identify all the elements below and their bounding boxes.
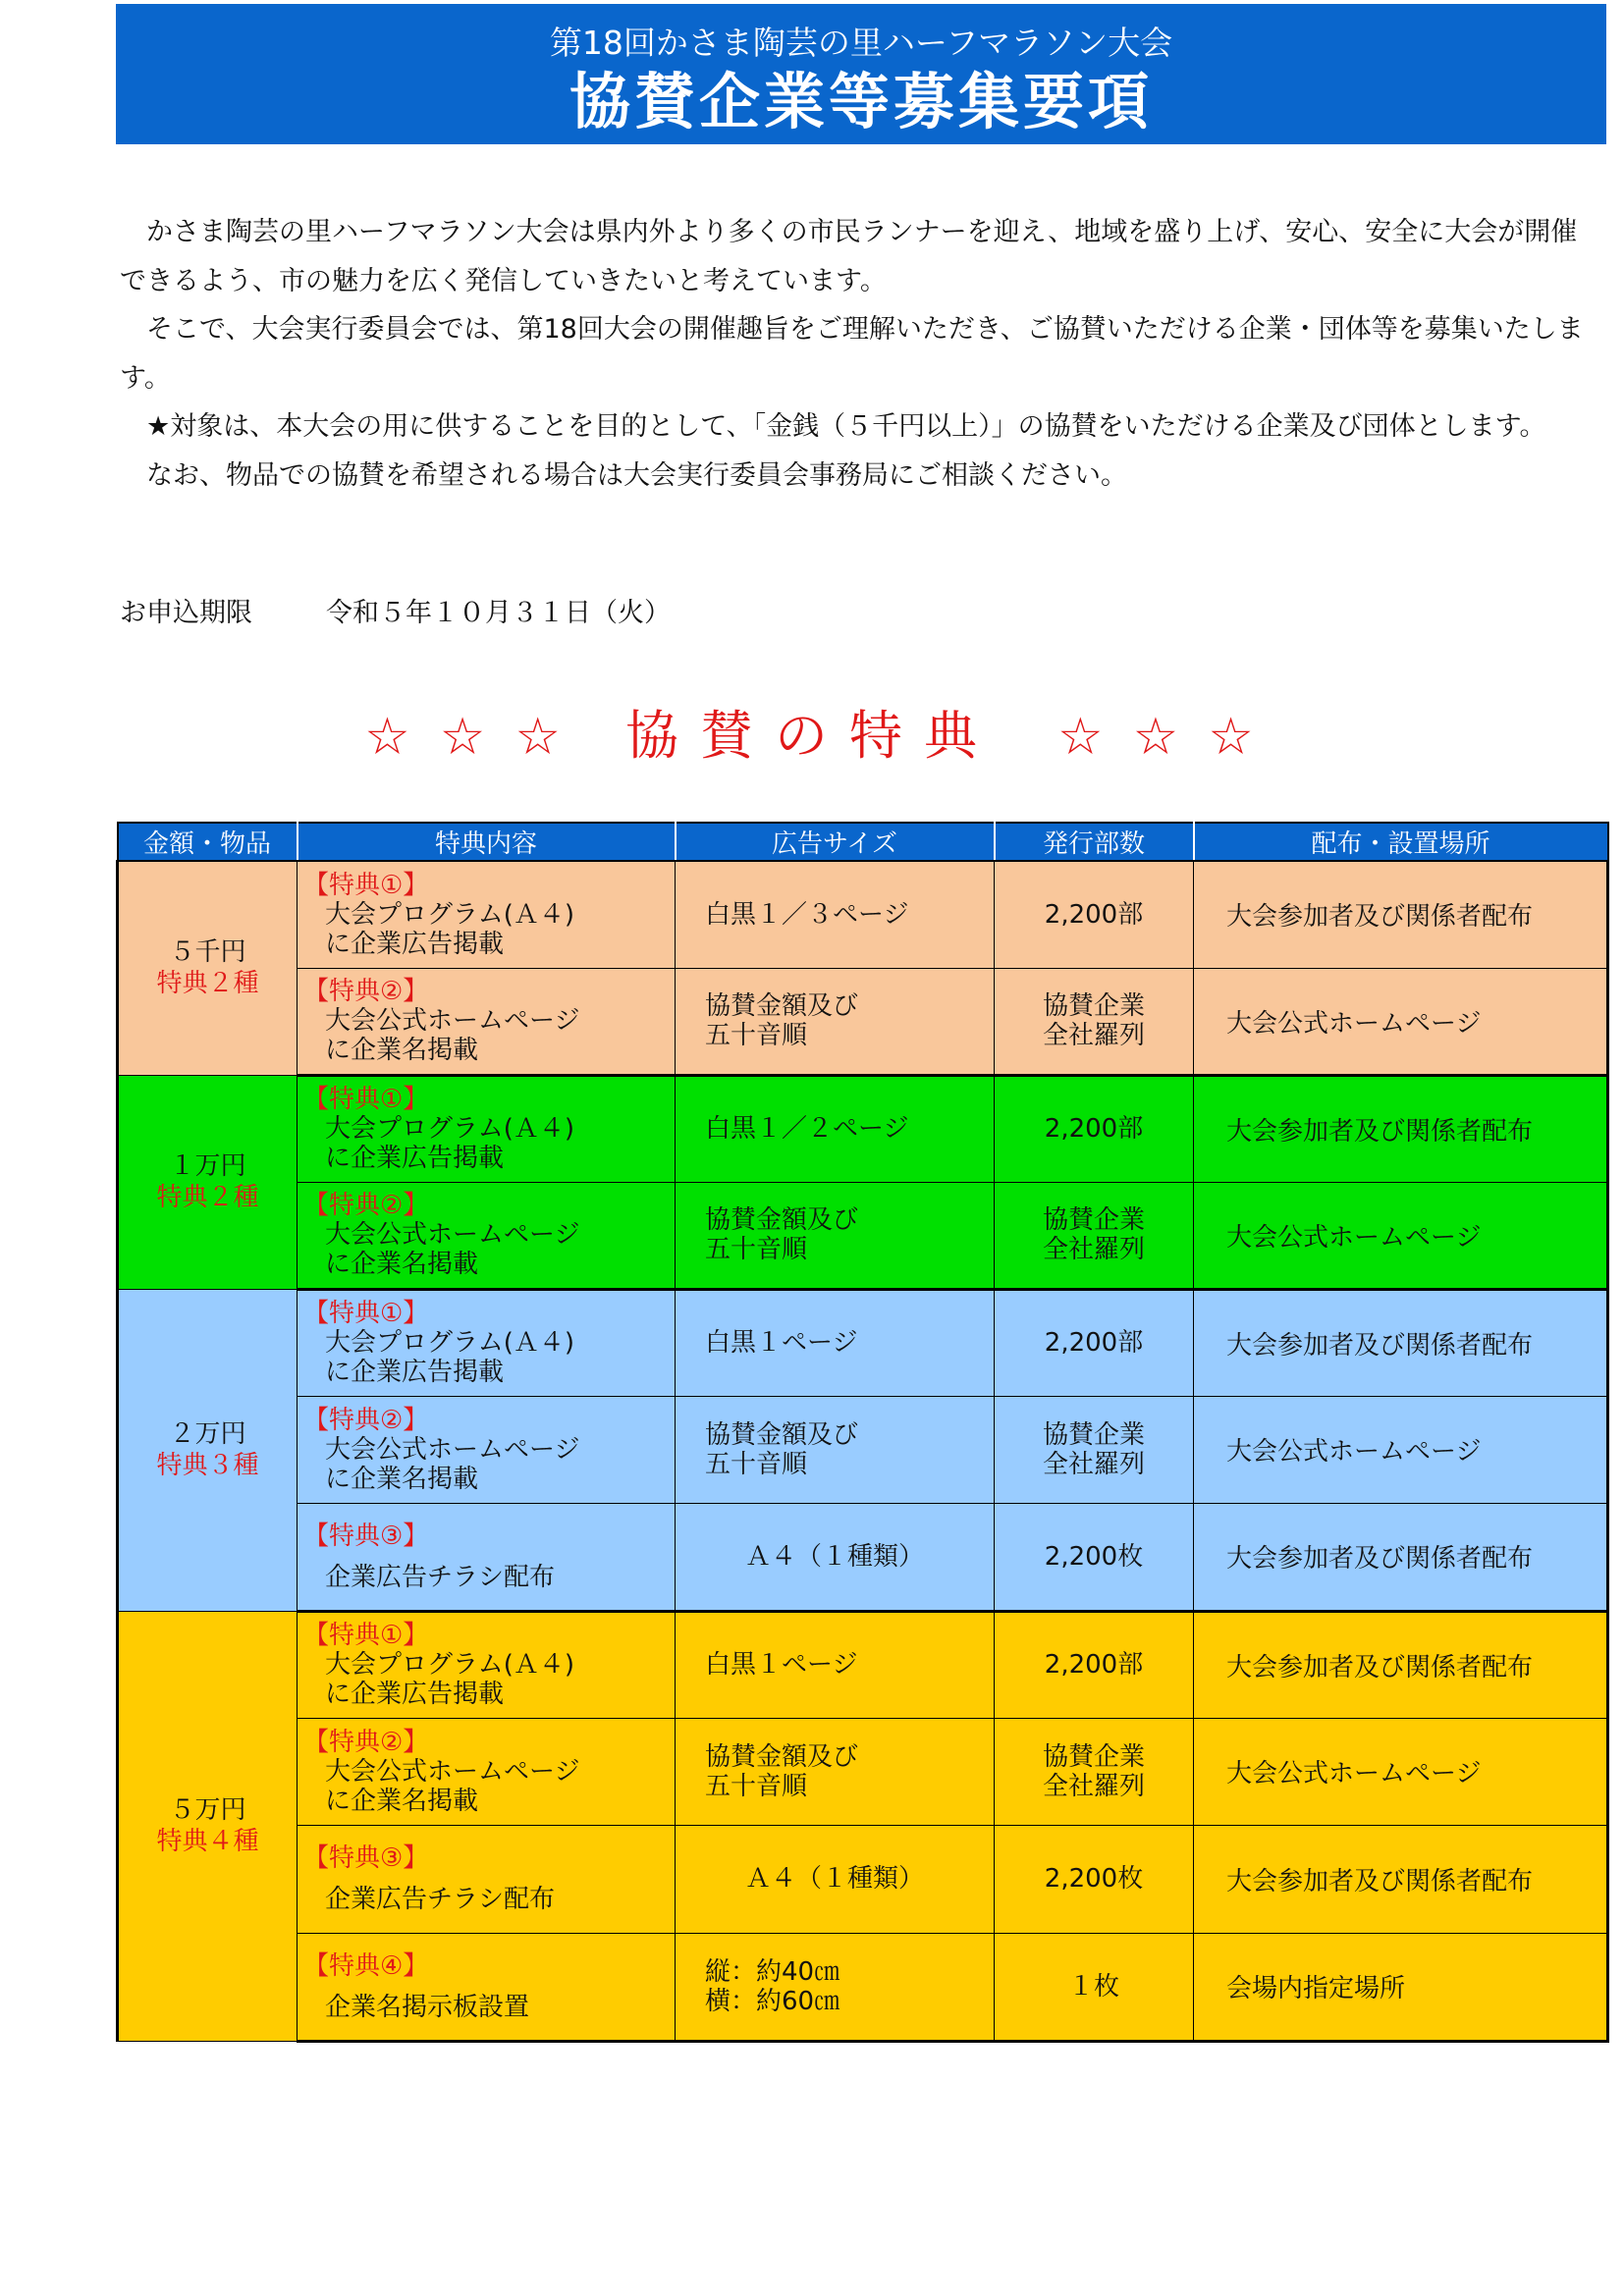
benefit-description: に企業名掲載	[325, 1786, 479, 1816]
deadline-value: 令和５年１０月３１日（火）	[326, 598, 671, 628]
issue-count: 2,200部	[995, 1289, 1194, 1396]
deadline-label: お申込期限	[120, 598, 252, 628]
distribution-place: 大会公式ホームページ	[1194, 1396, 1608, 1503]
issue-count: 2,200枚	[995, 1503, 1194, 1611]
benefit-tag: 【特典③】	[303, 1843, 429, 1873]
benefit-item-cell	[298, 1075, 676, 1182]
ad-size-cell	[676, 1075, 995, 1182]
issue-count: 協賛企業 全社羅列	[995, 1718, 1194, 1825]
ad-size: 協賛金額及び 五十音順	[705, 1741, 859, 1801]
intro-paragraph: なお、物品での協賛を希望される場合は大会実行委員会事務局にご相談ください。	[146, 459, 1127, 491]
benefit-description: 大会公式ホームページ	[325, 1434, 580, 1465]
benefit-item-cell	[298, 1503, 676, 1611]
amount-cell	[118, 1075, 298, 1289]
distribution-place: 大会公式ホームページ	[1194, 968, 1608, 1075]
intro-paragraph: かさま陶芸の里ハーフマラソン大会は県内外より多くの市民ランナーを迎え、地域を盛り上げ、安心、安全に大会が開催できるよう、市の魅力を広く発信していきたいと考えています。	[120, 217, 1578, 296]
benefit-item-cell	[298, 1825, 676, 1933]
amount-cell	[118, 1289, 298, 1611]
amount-value: １万円	[169, 1151, 246, 1181]
amount-cell	[118, 1611, 298, 2041]
distribution-place: 大会公式ホームページ	[1194, 1182, 1608, 1289]
benefit-tag: 【特典②】	[303, 1727, 429, 1757]
amount-value: ２万円	[169, 1419, 246, 1449]
benefit-description: に企業名掲載	[325, 1250, 479, 1279]
table-row	[118, 861, 1608, 968]
benefit-item-cell	[298, 1289, 676, 1396]
benefit-tag: 【特典②】	[303, 1405, 429, 1435]
intro-text	[120, 208, 1593, 500]
benefit-item-cell	[298, 1718, 676, 1825]
ad-size-cell	[676, 1396, 995, 1503]
distribution-place: 大会参加者及び関係者配布	[1194, 1503, 1608, 1611]
distribution-place: 大会参加者及び関係者配布	[1194, 1289, 1608, 1396]
page-title: 協賛企業等募集要項	[568, 66, 1153, 137]
table-row	[118, 1075, 1608, 1182]
ad-size-cell	[676, 1718, 995, 1825]
column-header: 金額・物品	[118, 823, 298, 861]
benefit-description: 大会プログラム(Ａ４)	[325, 899, 575, 930]
benefit-item-cell	[298, 861, 676, 968]
ad-size: 白黒１ページ	[705, 1650, 858, 1680]
ad-size: Ａ４（１種類）	[744, 1864, 924, 1894]
benefit-item-cell	[298, 1182, 676, 1289]
issue-count: 2,200枚	[995, 1825, 1194, 1933]
benefit-tag: 【特典②】	[303, 977, 429, 1006]
benefit-description: 企業名掲示板設置	[325, 1992, 530, 2022]
table-row	[118, 1718, 1608, 1825]
benefit-item-cell	[298, 1611, 676, 1718]
ad-size-cell	[676, 1825, 995, 1933]
benefit-item-cell	[298, 1396, 676, 1503]
ad-size-cell	[676, 1933, 995, 2041]
benefit-description: 企業広告チラシ配布	[325, 1885, 556, 1914]
table-row	[118, 1182, 1608, 1289]
benefit-description: 大会プログラム(Ａ４)	[325, 1650, 575, 1680]
distribution-place: 大会参加者及び関係者配布	[1194, 1075, 1608, 1182]
star-icon: ☆	[514, 708, 567, 767]
benefit-tag: 【特典②】	[303, 1191, 429, 1220]
table-row	[118, 1611, 1608, 1718]
distribution-place: 大会参加者及び関係者配布	[1194, 861, 1608, 968]
benefit-tag: 【特典①】	[303, 1085, 429, 1114]
ad-size: 白黒１／３ページ	[705, 899, 909, 930]
benefit-item-cell	[298, 968, 676, 1075]
ad-size-cell	[676, 1503, 995, 1611]
benefit-description: に企業名掲載	[325, 1036, 479, 1065]
benefit-count: 特典４種	[156, 1827, 259, 1856]
benefit-tag: 【特典①】	[303, 1299, 429, 1328]
benefit-description: 大会プログラム(Ａ４)	[325, 1114, 575, 1144]
ad-size: 協賛金額及び 五十音順	[705, 991, 859, 1050]
benefit-description: 大会公式ホームページ	[325, 1006, 580, 1036]
issue-count: 協賛企業 全社羅列	[995, 1396, 1194, 1503]
ad-size-cell	[676, 861, 995, 968]
star-icon: ☆	[364, 708, 416, 767]
ad-size-cell	[676, 1182, 995, 1289]
distribution-place: 大会参加者及び関係者配布	[1194, 1611, 1608, 1718]
column-header: 特典内容	[298, 823, 676, 861]
table-row	[118, 1396, 1608, 1503]
star-icon: ☆	[1132, 708, 1185, 767]
issue-count: 協賛企業 全社羅列	[995, 968, 1194, 1075]
amount-cell	[118, 861, 298, 1075]
amount-value: ５万円	[169, 1795, 246, 1825]
column-header: 発行部数	[995, 823, 1194, 861]
issue-count: 2,200部	[995, 1611, 1194, 1718]
benefit-description: に企業広告掲載	[325, 1144, 505, 1173]
event-subtitle: 第18回かさま陶芸の里ハーフマラソン大会	[549, 24, 1173, 62]
issue-count: 2,200部	[995, 1075, 1194, 1182]
benefit-description: 大会プログラム(Ａ４)	[325, 1328, 575, 1358]
issue-count: １枚	[995, 1933, 1194, 2041]
benefit-tag: 【特典①】	[303, 870, 429, 900]
column-header: 広告サイズ	[676, 823, 995, 861]
benefit-tag: 【特典④】	[303, 1950, 429, 1981]
star-icon: ☆	[1057, 708, 1110, 767]
benefit-description: 大会公式ホームページ	[325, 1220, 580, 1250]
benefits-heading-text: 協賛の特典	[625, 705, 999, 767]
distribution-place: 大会参加者及び関係者配布	[1194, 1825, 1608, 1933]
table-row	[118, 968, 1608, 1075]
star-icon: ☆	[1208, 708, 1260, 767]
column-header: 配布・設置場所	[1194, 823, 1608, 861]
benefit-tag: 【特典③】	[303, 1521, 429, 1551]
benefit-description: に企業広告掲載	[325, 1680, 505, 1709]
ad-size: 白黒１／２ページ	[705, 1114, 909, 1144]
benefit-item-cell	[298, 1933, 676, 2041]
issue-count: 2,200部	[995, 861, 1194, 968]
ad-size: 縦：約40㎝ 横：約60㎝	[705, 1956, 840, 2016]
title-banner	[116, 4, 1606, 144]
distribution-place: 大会公式ホームページ	[1194, 1718, 1608, 1825]
ad-size: 白黒１ページ	[705, 1328, 858, 1358]
benefit-description: に企業広告掲載	[325, 929, 505, 959]
benefit-description: 企業広告チラシ配布	[325, 1562, 556, 1592]
table-row	[118, 1289, 1608, 1396]
benefits-heading	[0, 702, 1624, 772]
benefit-description: に企業広告掲載	[325, 1358, 505, 1387]
benefit-description: に企業名掲載	[325, 1464, 479, 1494]
distribution-place: 会場内指定場所	[1194, 1933, 1608, 2041]
table-header-row	[118, 823, 1608, 861]
star-icon: ☆	[439, 708, 492, 767]
intro-paragraph: そこで、大会実行委員会では、第18回大会の開催趣旨をご理解いただき、ご協賛いただける企業・団体等を募集いたします。	[120, 314, 1584, 394]
ad-size-cell	[676, 968, 995, 1075]
benefit-count: 特典２種	[156, 1183, 259, 1212]
benefits-table	[116, 822, 1609, 2043]
ad-size: 協賛金額及び 五十音順	[705, 1419, 859, 1479]
benefit-description: 大会公式ホームページ	[325, 1756, 580, 1787]
application-deadline	[120, 594, 671, 633]
benefit-count: 特典２種	[156, 969, 259, 999]
benefit-tag: 【特典①】	[303, 1621, 429, 1650]
intro-paragraph: ★対象は、本大会の用に供することを目的として、「金銭（５千円以上）」の協賛をいただける企業及び団体とします。	[146, 411, 1546, 442]
table-row	[118, 1933, 1608, 2041]
table-row	[118, 1503, 1608, 1611]
ad-size: Ａ４（１種類）	[744, 1541, 924, 1572]
ad-size-cell	[676, 1611, 995, 1718]
benefit-count: 特典３種	[156, 1451, 259, 1480]
issue-count: 協賛企業 全社羅列	[995, 1182, 1194, 1289]
table-row	[118, 1825, 1608, 1933]
ad-size: 協賛金額及び 五十音順	[705, 1205, 859, 1264]
ad-size-cell	[676, 1289, 995, 1396]
amount-value: ５千円	[169, 937, 246, 968]
